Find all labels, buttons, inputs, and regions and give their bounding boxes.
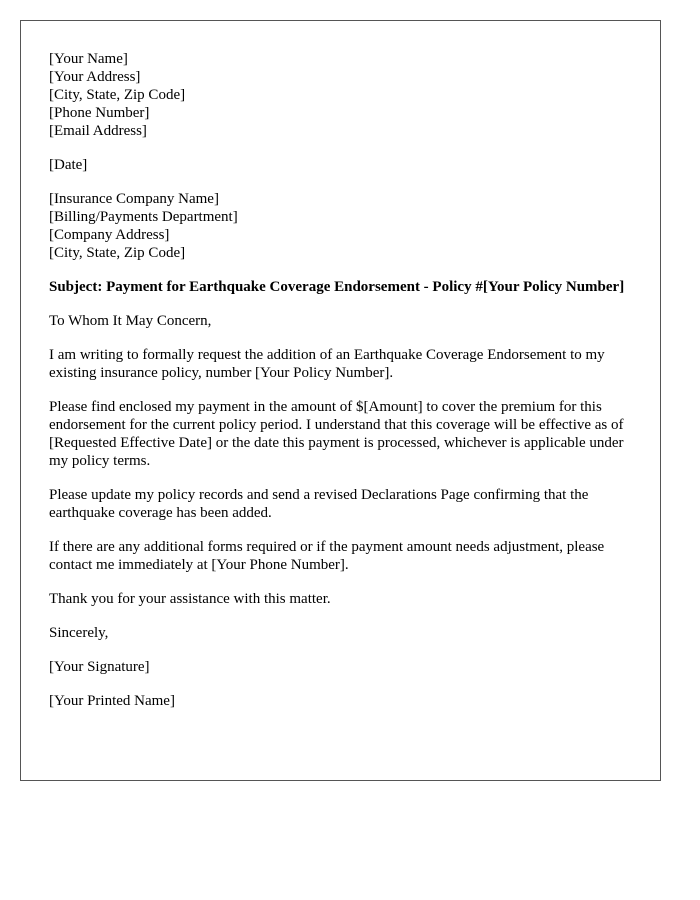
body-paragraph-request: I am writing to formally request the addition of an Earthquake Coverage Endorsement to my existing insurance policy, number [Your Policy Number].: [49, 347, 605, 381]
body-paragraph-contact: If there are any additional forms required or if the payment amount needs adjustment, please contact me immediately at [Your Phone Number].: [49, 539, 605, 573]
subject-line: Subject: Payment for Earthquake Coverage Endorsement - Policy #[Your Policy Number]: [49, 279, 625, 295]
recipient-city-state-zip: [City, State, Zip Code]: [49, 245, 186, 261]
sender-name: [Your Name]: [49, 51, 128, 67]
letter-page: [20, 20, 661, 781]
sender-phone: [Phone Number]: [49, 105, 150, 121]
sender-city-state-zip: [City, State, Zip Code]: [49, 87, 186, 103]
body-paragraph-update: Please update my policy records and send a revised Declarations Page confirming that the earthquake coverage has been added.: [49, 487, 589, 521]
recipient-company: [Insurance Company Name]: [49, 191, 219, 207]
letter-date: [Date]: [49, 157, 88, 173]
salutation: To Whom It May Concern,: [49, 313, 212, 329]
signature: [Your Signature]: [49, 659, 150, 675]
body-paragraph-thanks: Thank you for your assistance with this matter.: [49, 591, 331, 607]
sender-email: [Email Address]: [49, 123, 147, 139]
recipient-block: [49, 190, 632, 262]
date-block: [49, 156, 632, 174]
sender-address: [Your Address]: [49, 69, 141, 85]
recipient-department: [Billing/Payments Department]: [49, 209, 238, 225]
closing: Sincerely,: [49, 625, 109, 641]
body-paragraph-payment: Please find enclosed my payment in the amount of $[Amount] to cover the premium for this endorsement for the current policy period. I understand that this coverage will be effective as of [Requested Effective Date] or the date this payment is processed, whichever is applicable under my policy terms.: [49, 399, 624, 469]
printed-name: [Your Printed Name]: [49, 693, 175, 709]
sender-block: [49, 50, 632, 140]
recipient-address: [Company Address]: [49, 227, 170, 243]
